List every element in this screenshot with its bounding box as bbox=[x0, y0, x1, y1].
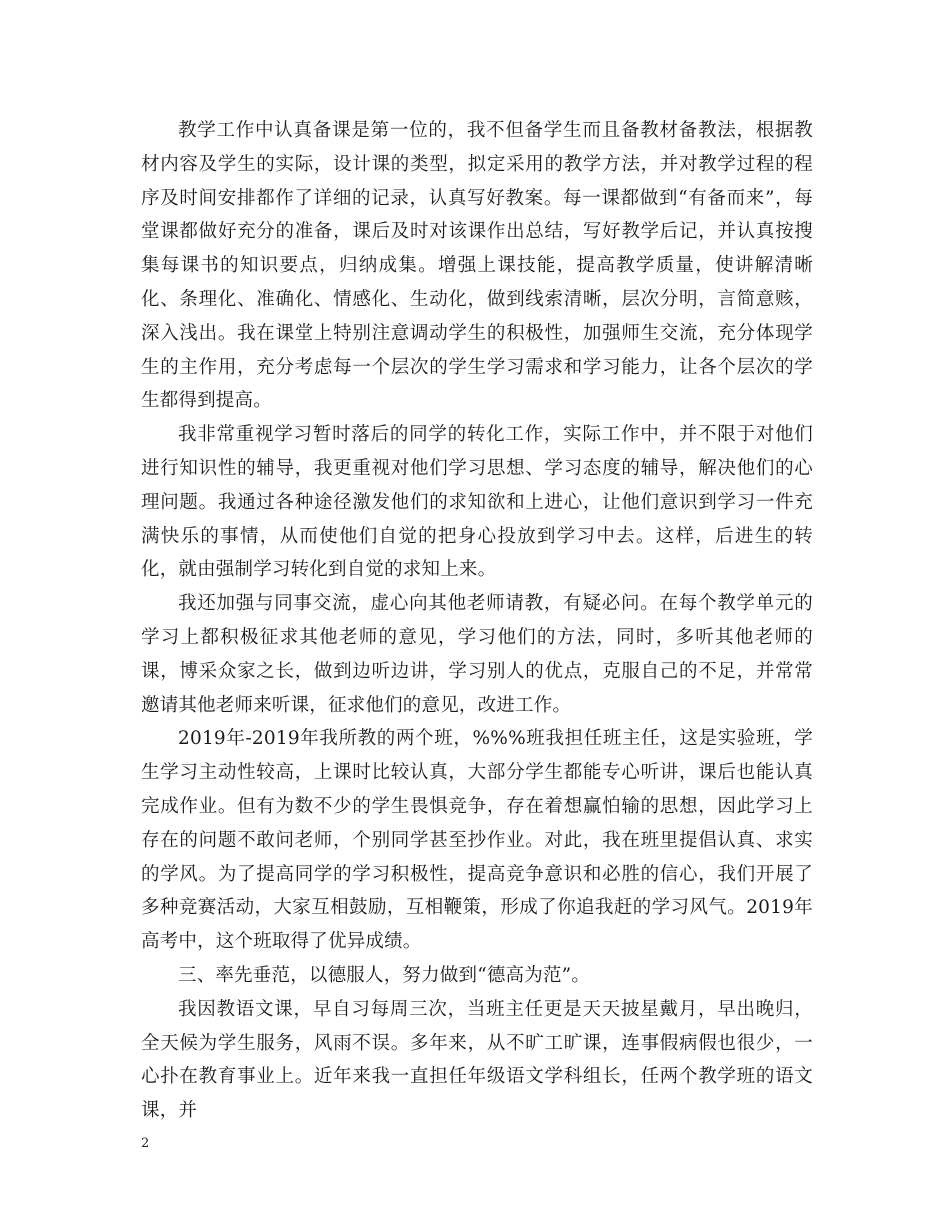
paragraph-colleague-exchange: 我还加强与同事交流，虚心向其他老师请教，有疑必问。在每个教学单元的学习上都积极征求其他老师的意见，学习他们的方法，同时，多听其他老师的课，博采众家之长，做到边听边讲，学习别人的优点，克服自己的不足，并常常邀请其他老师来听课，征求他们的意见，改进工作。 bbox=[141, 593, 813, 716]
paragraph-lesson-preparation: 教学工作中认真备课是第一位的，我不但备学生而且备教材备教法，根据教材内容及学生的实际，设计课的类型，拟定采用的教学方法，并对教学过程的程序及时间安排都作了详细的记录，认真写好教案。每一课都做到“有备而来”，每堂课都做好充分的准备，课后及时对该课作出总结，写好教学后记，并认真按搜集每课书的知识要点，归纳成集。增强上课技能，提高教学质量，使讲解清晰化、条理化、准确化、情感化、生动化，做到线索清晰，层次分明，言简意赅，深入浅出。我在课堂上特别注意调动学生的积极性，加强师生交流，充分体现学生的主作用，充分考虑每一个层次的学生学习需求和学习能力，让各个层次的学生都得到提高。 bbox=[141, 120, 813, 412]
page-number: 2 bbox=[141, 1136, 150, 1151]
paragraph-dedication: 我因教语文课，早自习每周三次，当班主任更是天天披星戴月，早出晚归，全天候为学生服务，风雨不误。多年来，从不旷工旷课，连事假病假也很少，一心扑在教育事业上。近年来我一直担任年级语文学科组长，任两个教学班的语文课，并 bbox=[141, 998, 813, 1122]
document-body bbox=[141, 114, 813, 1128]
paragraph-struggling-students: 我非常重视学习暂时落后的同学的转化工作，实际工作中，并不限于对他们进行知识性的辅导，我更重视对他们学习思想、学习态度的辅导，解决他们的心理问题。我通过各种途径激发他们的求知欲和上进心，让他们意识到学习一件充满快乐的事情，从而使他们自觉的把身心投放到学习中去。这样，后进生的转化，就由强制学习转化到自觉的求知上来。 bbox=[141, 424, 813, 581]
paragraph-class-results: 2019年-2019年我所教的两个班，%%%班我担任班主任，这是实验班，学生学习主动性较高，上课时比较认真，大部分学生都能专心听讲，课后也能认真完成作业。但有为数不少的学生畏惧竞争，存在着想赢怕输的思想，因此学习上存在的问题不敢问老师，个别同学甚至抄作业。对此，我在班里提倡认真、求实的学风。为了提高同学的学习积极性，提高竞争意识和必胜的信心，我们开展了多种竞赛活动，大家互相鼓励，互相鞭策，形成了你追我赶的学习风气。2019年高考中，这个班取得了优异成绩。 bbox=[141, 728, 813, 953]
section-heading-lead-by-example: 三、率先垂范，以德服人，努力做到“德高为范”。 bbox=[178, 964, 591, 986]
